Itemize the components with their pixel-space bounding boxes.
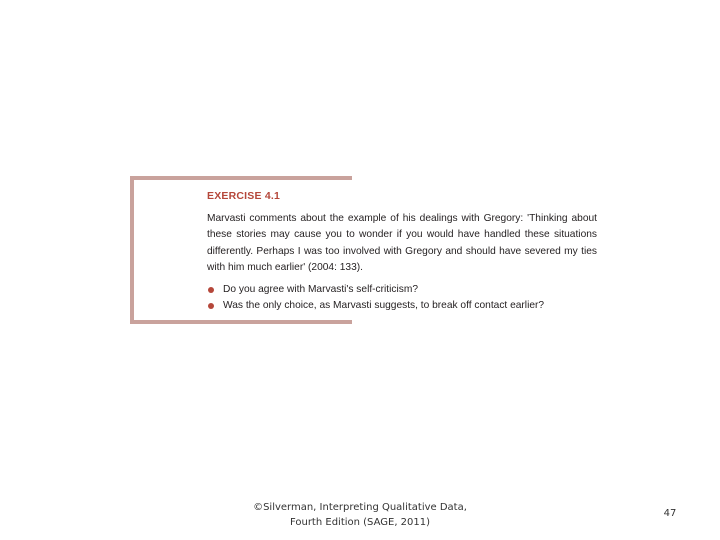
exercise-frame-top-rule <box>130 176 352 180</box>
exercise-body-text: Marvasti comments about the example of his dealings with Gregory: 'Thinking about these stories may cause you to wonder if you would have handled these situations differently. Perhaps I was too involved with Gregory and should have severed my ties with him much earlier' (2004: 133). <box>207 213 597 274</box>
exercise-question-text: Was the only choice, as Marvasti suggests, to break off contact earlier? <box>223 299 545 311</box>
exercise-question-text: Do you agree with Marvasti's self-criticism? <box>223 284 418 295</box>
exercise-frame-left-rule <box>130 176 134 324</box>
footer-citation-line2: Fourth Edition (SAGE, 2011) <box>289 517 431 528</box>
footer-citation-line1: ©Silverman, Interpreting Qualitative Data, <box>253 502 467 513</box>
exercise-frame-bottom-rule <box>130 320 352 324</box>
exercise-question-item <box>207 298 544 314</box>
exercise-title: EXERCISE 4.1 <box>207 190 281 202</box>
exercise-question-list <box>207 282 544 313</box>
bullet-dot-icon <box>208 287 214 293</box>
footer-citation <box>220 500 500 530</box>
bullet-dot-icon <box>208 303 214 309</box>
page-number: 47 <box>663 508 677 519</box>
exercise-question-item <box>207 282 544 298</box>
